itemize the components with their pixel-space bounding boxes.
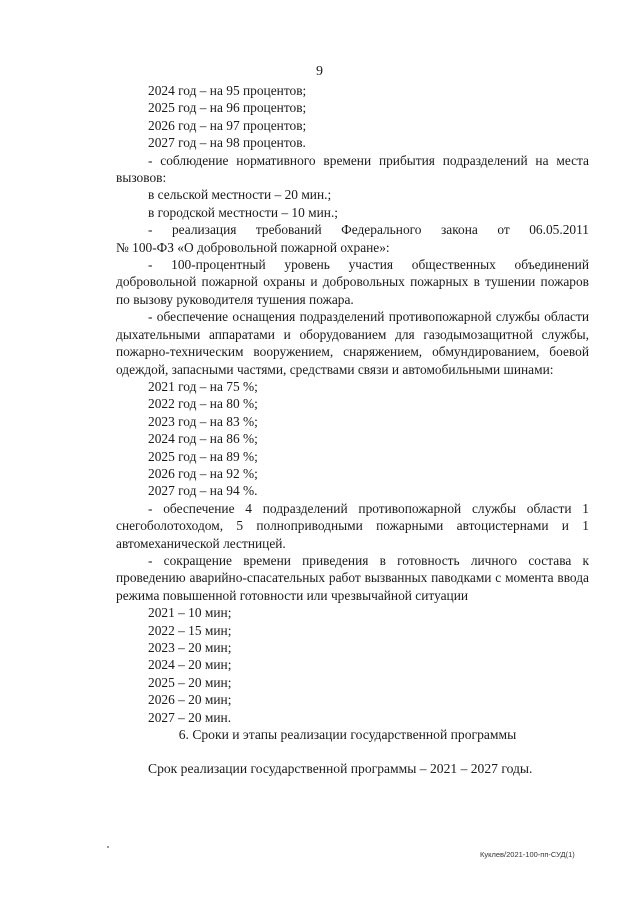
- readiness-item: - сокращение времени приведения в готовность личного состава к проведению аварийно-спасательных работ вызванных паводками с момента ввода режима повышенной готовности или чрезвычайной ситуации: [116, 552, 589, 603]
- equipment-percent-item: 2022 год – на 80 %;: [148, 396, 258, 412]
- equipment-percent-item: 2024 год – на 86 %;: [148, 431, 258, 447]
- percent-item: 2025 год – на 96 процентов;: [148, 100, 307, 116]
- percent-item: 2026 год – на 97 процентов;: [148, 117, 307, 133]
- equipment-percent-item: 2027 год – на 94 %.: [148, 483, 258, 499]
- equipment-percent-item: 2021 год – на 75 %;: [148, 378, 258, 394]
- vehicles-item: - обеспечение 4 подразделений противопожарной службы области 1 снегоболотоходом, 5 полноприводными пожарными автоцистернами и 1 автомеханической лестницей.: [116, 500, 589, 551]
- arrival-time-urban: в городской местности – 10 мин.;: [148, 204, 339, 220]
- document-body: [116, 82, 589, 726]
- arrival-time-intro: - соблюдение нормативного времени прибытия подразделений на места вызовов:: [116, 152, 589, 186]
- volunteer-item: - 100-процентный уровень участия общественных объединений добровольной пожарной охраны и добровольных пожарных в тушении пожаров по вызову руководителя тушения пожара.: [116, 257, 589, 307]
- scan-speck: [107, 846, 109, 848]
- federal-law-line-1: - реализация требований Федерального закона от 06.05.2011: [148, 222, 589, 238]
- page-number: 9: [316, 64, 323, 79]
- minutes-item: 2022 – 15 мин;: [148, 622, 232, 638]
- equipment-percent-item: 2023 год – на 83 %;: [148, 413, 258, 429]
- section-heading: 6. Сроки и этапы реализации государственной программы: [178, 727, 517, 742]
- percent-item: 2024 год – на 95 процентов;: [148, 83, 307, 98]
- minutes-item: 2024 – 20 мин;: [148, 657, 232, 673]
- federal-law-line-2: № 100-ФЗ «О добровольной пожарной охране»:: [116, 239, 390, 255]
- minutes-item: 2025 – 20 мин;: [148, 674, 232, 690]
- equipment-item: - обеспечение оснащения подразделений противопожарной службы области дыхательными аппаратами и оборудованием для газодымозащитной службы, пожарно-техническим вооружением, снаряжением, обмундированием, боевой одеждой, запасными частями, средствами связи и автомобильными шинами:: [116, 309, 589, 377]
- footer-document-code: Куклев/2021-100-пп-СУД(1): [480, 850, 575, 859]
- percent-item: 2027 год – на 98 процентов.: [148, 135, 306, 151]
- program-term-summary: Срок реализации государственной программы – 2021 – 2027 годы.: [148, 761, 533, 776]
- minutes-item: 2026 – 20 мин;: [148, 692, 232, 708]
- minutes-item: 2023 – 20 мин;: [148, 640, 232, 655]
- minutes-item: 2021 – 10 мин;: [148, 605, 232, 621]
- minutes-item: 2027 – 20 мин.: [148, 709, 232, 725]
- arrival-time-rural: в сельской местности – 20 мин.;: [148, 187, 332, 203]
- equipment-percent-item: 2026 год – на 92 %;: [148, 465, 258, 481]
- equipment-percent-item: 2025 год – на 89 %;: [148, 448, 258, 464]
